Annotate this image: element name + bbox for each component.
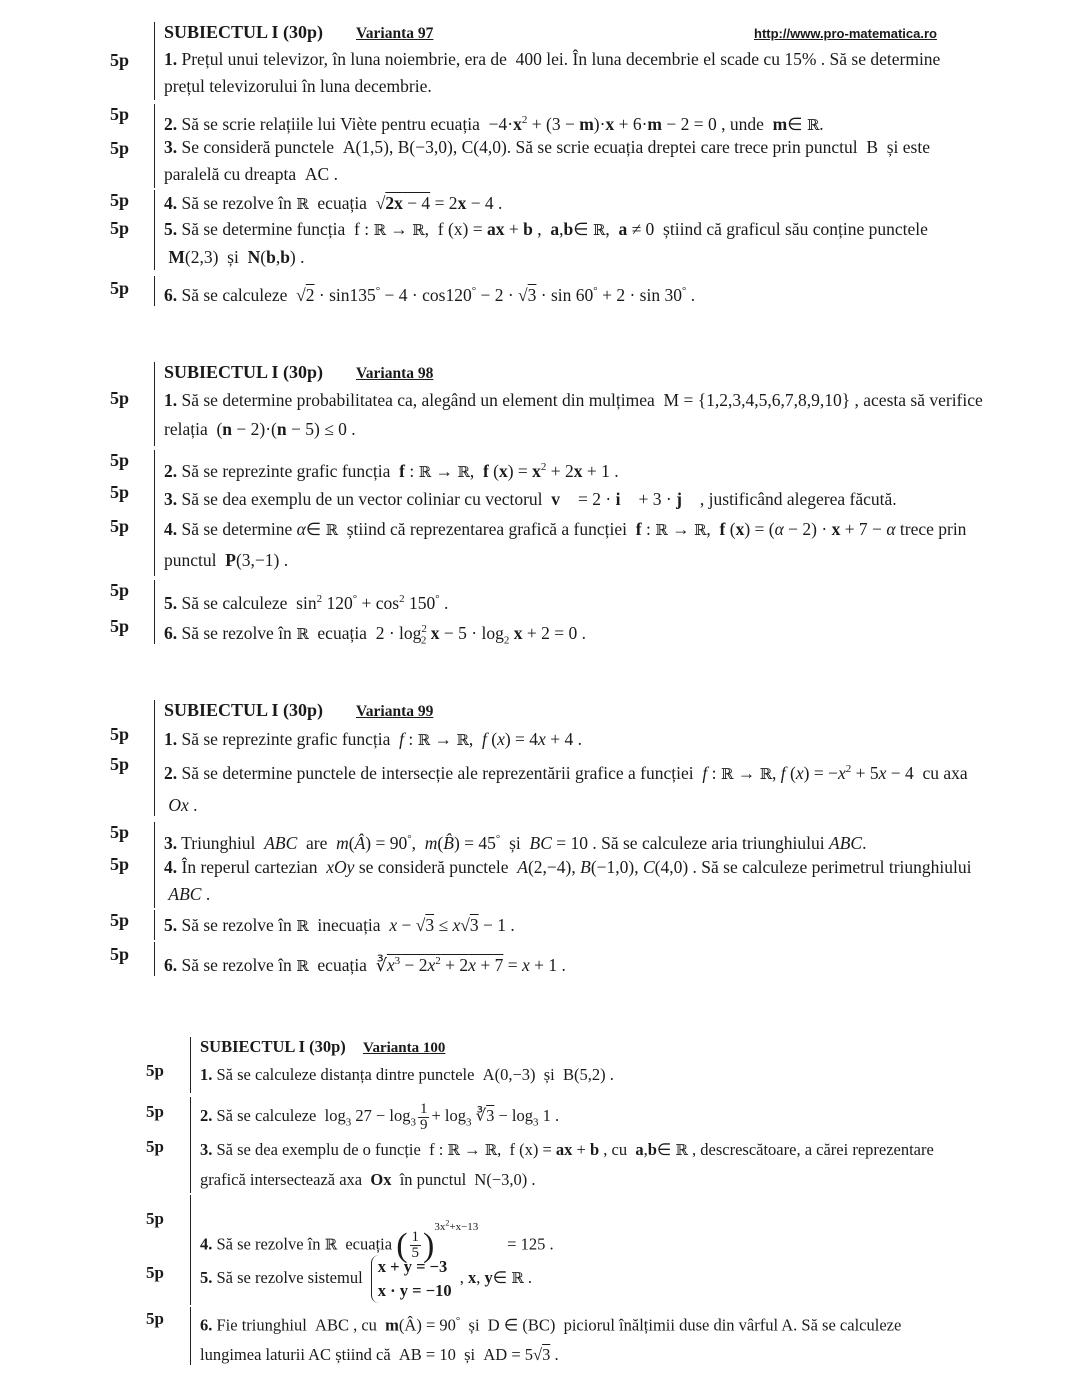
problem-97-6: 6. Să se calculeze √2 · sin135° − 4 · cos120° − 2 · √3 · sin 60° + 2 · sin 30° . <box>164 284 696 305</box>
points-label: 5p <box>110 218 130 238</box>
section-varianta-97 <box>110 22 974 306</box>
problem-97-3: 3. Se consideră punctele A(1,5), B(−3,0), C(4,0). Să se scrie ecuația dreptei care trece prin punctul B și este paralelă cu dreapta AC . <box>164 137 930 184</box>
points-label: 5p <box>110 616 130 636</box>
problem-97-5: 5. Să se determine funcția f : ℝ → ℝ, f (x) = ax + b , a,b∈ ℝ, a ≠ 0 știind că graficul său conține punctele M(2,3) și N(b,b) . <box>164 219 928 267</box>
problem-99-2: 2. Să se determine punctele de intersecție ale reprezentării grafice a funcției f : ℝ → ℝ, f $(x) = -x^2 + 5x - 4$ cu axa Ox . <box>164 762 968 815</box>
points-label: 5p <box>146 1102 164 1121</box>
problem-100-4: 4. Să se rezolve în ℝ ecuația ( $\frac{1}{5}$ )$^{3x^2+x-13}$ = 125 . <box>200 1218 554 1264</box>
points-label: 5p <box>146 1061 164 1080</box>
problem-99-1: 1. Să se reprezinte grafic funcția f : ℝ → ℝ, f (x) = 4x + 4 . <box>164 729 582 749</box>
points-label: 5p <box>110 450 130 470</box>
section-title: SUBIECTUL I (30p) <box>164 22 324 42</box>
points-label: 5p <box>110 138 130 158</box>
problem-97-2: 2. Să se scrie relațiile lui Viète pentru ecuația $-4\cdot x^2 + (3 - m)\cdot x + 6\cdot m - 2 = 0$ , unde m∈ ℝ. <box>164 113 824 134</box>
problem-98-4: 4. Să se determine α∈ ℝ știind că reprezentarea grafică a funcției f : ℝ → ℝ, f (x) = (α − 2) · x + 7 − α trece prin punctul P(3,−1) . <box>164 519 967 570</box>
section-title: SUBIECTUL I (30p) <box>164 362 324 382</box>
problem-98-5: 5. Să se calculeze $\sin^2 120^\circ + \cos^2 150^\circ$ . <box>164 592 449 613</box>
points-label: 5p <box>110 482 130 502</box>
section-title: SUBIECTUL I (30p) <box>164 700 324 720</box>
problem-98-3: 3. Să se dea exemplu de un vector coliniar cu vectorul v⃗ = 2 · i⃗ + 3 · j⃗ , justificând alegerea făcută. <box>164 489 897 509</box>
points-label: 5p <box>110 190 130 210</box>
points-label: 5p <box>110 724 130 744</box>
problem-100-2: 2. Să se calculeze $\log_3 27 - \log_3$ $\frac{1}{9}$ + $\log_3$ ∛3 − $\log_3 1$ . <box>200 1100 560 1133</box>
points-label: 5p <box>110 388 130 408</box>
problem-99-5: 5. Să se rezolve în ℝ inecuația x − √3 ≤ x√3 − 1 . <box>164 915 515 935</box>
points-label: 5p <box>110 822 130 842</box>
points-label: 5p <box>146 1263 164 1282</box>
problem-97-4: 4. Să se rezolve în ℝ ecuația √2x − 4 = 2x − 4 . <box>164 193 503 213</box>
section-varianta-100 <box>146 1037 950 1365</box>
problem-98-1: 1. Să se determine probabilitatea ca, alegând un element din mulțimea M = {1,2,3,4,5,6,7,8,9,10} , acesta să verifice relația (n − 2)·(n − 5) ≤ 0 . <box>164 390 983 439</box>
problem-98-2: 2. Să se reprezinte grafic funcția f : ℝ → ℝ, f $(x) = x^2 + 2x + 1$ . <box>164 460 619 481</box>
points-label: 5p <box>110 278 130 298</box>
section-varianta-98 <box>110 362 984 647</box>
points-label: 5p <box>110 910 130 930</box>
points-label: 5p <box>146 1137 164 1156</box>
variant-label: Varianta 98 <box>356 365 434 382</box>
problem-100-6: 6. Fie triunghiul ABC , cu m(Â) = 90° și D ∈ (BC) piciorul înălțimii duse din vârful A. Să se calculeze lungimea laturii AC știind că AB = 10 și AD = 5√3 . <box>200 1315 902 1364</box>
section-varianta-99 <box>110 700 974 976</box>
variant-label: Varianta 100 <box>363 1040 446 1056</box>
problem-97-1: 1. Prețul unui televizor, în luna noiembrie, era de 400 lei. În luna decembrie el scade cu 15% . Să se determine prețul televizorului în luna decembrie. <box>164 49 941 96</box>
divider <box>190 1037 191 1061</box>
problem-99-6: 6. Să se rezolve în ℝ ecuația $∛x^3 - 2x^2 + 2x + 7 = x + 1$ . <box>164 954 566 975</box>
points-label: 5p <box>110 580 130 600</box>
problem-100-1: 1. Să se calculeze distanța dintre punctele A(0,−3) și B(5,2) . <box>200 1065 614 1084</box>
points-label: 5p <box>110 50 130 70</box>
problem-99-3: 3. Triunghiul ABC are m(Â) = 90°, m(B̂) = 45° și BC = 10 . Să se calculeze aria triunghiului ABC. <box>164 832 867 853</box>
points-label: 5p <box>146 1309 164 1328</box>
divider <box>154 700 155 724</box>
divider <box>154 22 155 46</box>
divider <box>154 362 155 386</box>
points-label: 5p <box>110 854 130 874</box>
variant-label: Varianta 99 <box>356 703 434 720</box>
points-label: 5p <box>146 1209 164 1228</box>
section-title: SUBIECTUL I (30p) <box>200 1037 346 1056</box>
site-url-link[interactable]: http://www.pro-matematica.ro <box>754 26 937 41</box>
problem-99-4: 4. În reperul cartezian xOy se consideră punctele A(2,−4), B(−1,0), C(4,0) . Să se calculeze perimetrul triunghiului ABC . <box>164 857 972 904</box>
problem-100-3: 3. Să se dea exemplu de o funcție f : ℝ → ℝ, f (x) = ax + b , cu a,b∈ ℝ , descrescătoare, a cărei reprezentare grafică intersectează axa Ox în punctul N(−3,0) . <box>200 1140 934 1189</box>
points-label: 5p <box>110 104 130 124</box>
problem-98-6: 6. Să se rezolve în ℝ ecuația $2 \cdot \log^2_2 x - 5 \cdot \log_2 x + 2 = 0$ . <box>164 622 586 647</box>
points-label: 5p <box>110 754 130 774</box>
points-label: 5p <box>110 516 130 536</box>
problem-100-5: 5. Să se rezolve sistemul x + y = −3 x · y = −10 , x, y∈ ℝ . <box>190 1251 950 1305</box>
points-label: 5p <box>110 944 130 964</box>
variant-label: Varianta 97 <box>356 25 434 42</box>
